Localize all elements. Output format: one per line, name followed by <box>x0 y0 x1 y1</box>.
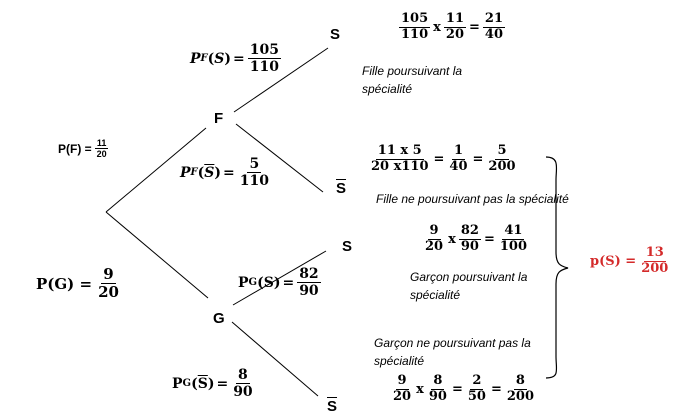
label-PG-Sbar-num: 8 <box>238 367 248 383</box>
calc-G-Sbar-r-den: 200 <box>506 388 534 404</box>
calc-G-S-times: x <box>448 231 456 247</box>
label-PF-S: P F ( S ) = $\frac{105}{110}$ <box>190 42 279 76</box>
label-PG-Sbar-arg: $\overline{S}$ <box>197 375 208 392</box>
label-PG-S-arg: S <box>263 274 274 291</box>
calc-G-Sbar-a-den: 20 <box>393 388 412 404</box>
node-S-after-F: S <box>330 26 341 43</box>
label-P-F-num: 11 <box>96 138 107 148</box>
label-P-G <box>36 266 122 302</box>
result-num: 13 <box>645 245 664 260</box>
desc-G-S-line2: spécialité <box>410 288 461 302</box>
label-PF-S-P: P <box>190 50 201 67</box>
calc-G-Sbar-b-num: 8 <box>433 373 443 388</box>
calc-G-Sbar-times: x <box>416 381 424 397</box>
calc-G-Sbar-c-num: 2 <box>472 373 482 388</box>
label-PF-Sbar-sub: F <box>190 167 198 179</box>
desc-G-Sbar-line1: Garçon ne poursuivant pas la <box>374 336 531 350</box>
calc-F-S-a-num: 105 <box>401 11 429 26</box>
calc-F-Sbar-a-num: 11 x 5 <box>377 143 422 158</box>
desc-G-Sbar-line2: spécialité <box>374 354 425 368</box>
calc-G-S-r-den: 100 <box>499 238 527 254</box>
calc-G-S-a-num: 9 <box>429 223 439 238</box>
calc-F-Sbar-r-num: 5 <box>497 143 507 158</box>
label-P-F-lhs: P(F) = <box>58 141 92 156</box>
label-P-G-den: 20 <box>98 283 119 302</box>
calc-G-Sbar-c-den: 50 <box>467 388 486 404</box>
label-PF-S-arg: S <box>214 50 225 67</box>
calc-F-S-times: x <box>433 19 441 35</box>
label-PG-S-den: 90 <box>299 283 319 300</box>
node-G: G <box>213 310 225 327</box>
label-PF-S-num: 105 <box>249 42 279 58</box>
node-S-after-G: S <box>342 238 353 255</box>
result-lhs: p(S) = <box>590 253 637 269</box>
label-PG-Sbar-P: P <box>172 375 183 392</box>
calc-G-Sbar-a-num: 9 <box>397 373 407 388</box>
calc-F-S-r-num: 21 <box>484 11 503 26</box>
label-PF-Sbar-den: 110 <box>239 173 269 190</box>
label-P-F-den: 20 <box>96 149 107 160</box>
label-P-G-num: 9 <box>103 265 114 283</box>
node-F: F <box>214 110 224 127</box>
desc-F-Sbar: Fille ne poursuivant pas la spécialité <box>376 192 569 206</box>
label-PG-S: P G ( S ) = $\frac{82}{90}$ <box>238 266 319 300</box>
calc-G-S: $\frac{9}{20}$ x $\frac{82}{90}$ = $\frac{41}{100}$ <box>425 223 527 254</box>
node-Sbar-after-F: $\overline{S}$ <box>336 180 347 197</box>
label-PG-S-P: P <box>238 274 249 291</box>
label-P-F <box>58 138 110 160</box>
label-PF-S-den: 110 <box>249 59 279 76</box>
label-PG-S-sub: G <box>248 277 258 289</box>
label-PF-Sbar-arg: $\overline{S}$ <box>204 164 215 181</box>
label-PF-Sbar-P: P <box>180 164 191 181</box>
calc-G-S-b-num: 82 <box>460 223 479 238</box>
label-PG-Sbar: P G ( $\overline{S}$ ) = $\frac{8}{90}$ <box>172 367 253 401</box>
label-PF-Sbar: P F ( $\overline{S}$ ) = $\frac{5}{110}$ <box>180 156 269 190</box>
result-p-Sbar <box>590 246 671 277</box>
calc-F-Sbar-b-num: 1 <box>453 143 463 158</box>
calc-F-Sbar-a-den: 20 x110 <box>371 158 429 174</box>
desc-G-S-line1: Garçon poursuivant la <box>410 270 528 284</box>
calc-F-Sbar-b-den: 40 <box>449 158 468 174</box>
result-den: 200 <box>641 260 669 276</box>
calc-F-Sbar: $\frac{11 x 5}{20 x110}$ = $\frac{1}{40}$ = $\frac{5}{200}$ <box>371 143 516 174</box>
desc-F-S-line2: spécialité <box>362 82 413 96</box>
label-PG-S-num: 82 <box>299 266 319 282</box>
calc-F-S-b-den: 20 <box>445 26 464 42</box>
calc-G-Sbar-b-den: 90 <box>428 388 447 404</box>
calc-F-S: $\frac{105}{110}$ x $\frac{11}{20}$ = $\frac{21}{40}$ <box>401 11 503 42</box>
node-Sbar-after-G: $\overline{S}$ <box>327 398 338 415</box>
label-P-G-lhs: P(G) = <box>36 274 93 293</box>
calc-G-Sbar-r-num: 8 <box>515 373 525 388</box>
calc-F-Sbar-r-den: 200 <box>488 158 516 174</box>
calc-G-S-a-den: 20 <box>425 238 444 254</box>
calc-F-S-r-den: 40 <box>484 26 503 42</box>
calc-G-Sbar: $\frac{9}{20}$ x $\frac{8}{90}$ = $\frac{2}{50}$ = $\frac{8}{200}$ <box>393 373 534 404</box>
calc-F-S-a-den: 110 <box>401 26 429 42</box>
label-PG-Sbar-sub: G <box>182 378 192 390</box>
calc-F-S-b-num: 11 <box>445 11 464 26</box>
label-PF-Sbar-num: 5 <box>249 156 260 172</box>
label-PG-Sbar-den: 90 <box>233 384 253 401</box>
calc-G-S-b-den: 90 <box>460 238 479 254</box>
label-PF-S-sub: F <box>200 53 208 65</box>
desc-F-S-line1: Fille poursuivant la <box>362 64 463 78</box>
calc-G-S-r-num: 41 <box>504 223 523 238</box>
